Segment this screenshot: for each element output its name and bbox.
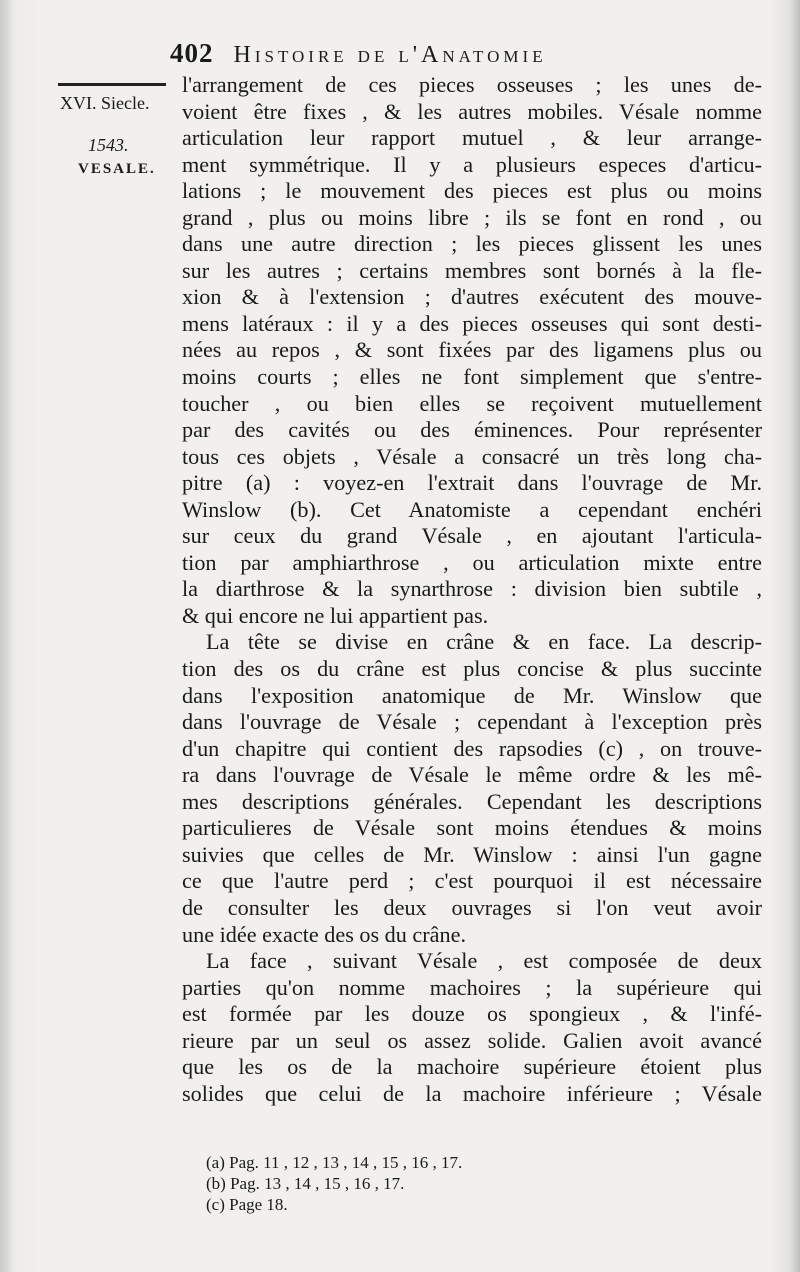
text-line: & qui encore ne lui appartient pas.: [182, 602, 489, 628]
text-line: ra dans l'ouvrage de Vésale le même ordre & les mê-: [182, 762, 762, 788]
margin-author: VESALE.: [78, 161, 156, 177]
text-line: toucher , ou bien elles se reçoivent mutuellement: [182, 390, 762, 416]
margin-year: 1543.: [88, 135, 129, 155]
text-line: la diarthrose & la synarthrose : division bien subtile ,: [182, 576, 762, 602]
text-line: particulieres de Vésale sont moins étendues & moins: [182, 815, 762, 841]
text-line: sur les autres ; certains membres sont bornés à la fle-: [182, 257, 762, 283]
text-line: nées au repos , & sont fixées par des ligamens plus ou: [182, 337, 762, 363]
text-line: tion par amphiarthrose , ou articulation mixte entre: [182, 549, 762, 575]
margin-century: XVI. Siecle.: [60, 93, 150, 113]
text-line: voient être fixes , & les autres mobiles. Vésale nomme: [182, 98, 762, 124]
text-line: pitre (a) : voyez-en l'extrait dans l'ouvrage de Mr.: [182, 470, 762, 496]
text-line: moins courts ; elles ne font simplement que s'entre-: [182, 364, 762, 390]
text-line: articulation leur rapport mutuel , & leur arrange-: [182, 125, 762, 151]
text-line: est formée par les douze os spongieux , & l'infé-: [182, 1001, 762, 1027]
text-line: suivies que celles de Mr. Winslow : ainsi l'un gagne: [182, 841, 762, 867]
text-line: dans une autre direction ; les pieces glissent les unes: [182, 231, 762, 257]
text-line: La face , suivant Vésale , est composée de deux: [206, 948, 762, 974]
header-rule: [58, 83, 166, 86]
text-line: ment symmétrique. Il y a plusieurs especes d'articu-: [182, 151, 762, 177]
paragraph-3: [182, 948, 762, 1107]
paragraph-1: [182, 72, 762, 629]
footnote-c: (c) Page 18.: [206, 1195, 288, 1214]
text-line: Winslow (b). Cet Anatomiste a cependant enchéri: [182, 496, 762, 522]
text-line: de consulter les deux ouvrages si l'on veut avoir: [182, 894, 762, 920]
text-line: mes descriptions générales. Cependant les descriptions: [182, 788, 762, 814]
text-line: l'arrangement de ces pieces osseuses ; les unes de-: [182, 72, 762, 97]
text-line: rieure par un seul os assez solide. Galien avoit avancé: [182, 1027, 762, 1053]
text-line: solides que celui de la machoire inférieure ; Vésale: [182, 1080, 762, 1106]
text-line: tous ces objets , Vésale a consacré un très long cha-: [182, 443, 762, 469]
text-line: une idée exacte des os du crâne.: [182, 921, 466, 947]
footnote-b: (b) Pag. 13 , 14 , 15 , 16 , 17.: [206, 1174, 405, 1193]
text-line: sur ceux du grand Vésale , en ajoutant l'articula-: [182, 523, 762, 549]
text-line: dans l'ouvrage de Vésale ; cependant à l'exception près: [182, 709, 762, 735]
text-line: tion des os du crâne est plus concise & plus succinte: [182, 656, 762, 682]
footnotes: [206, 1152, 462, 1215]
text-line: dans l'exposition anatomique de Mr. Winslow que: [182, 682, 762, 708]
text-line: parties qu'on nomme machoires ; la supérieure qui: [182, 974, 762, 1000]
text-line: mens latéraux : il y a des pieces osseuses qui sont desti-: [182, 310, 762, 336]
body-text: [182, 72, 762, 1107]
running-title: Histoire de l'Anatomie: [233, 42, 547, 68]
text-line: lations ; le mouvement des pieces est plus ou moins: [182, 178, 762, 204]
text-line: par des cavités ou des éminences. Pour représenter: [182, 417, 762, 443]
text-line: d'un chapitre qui contient des rapsodies (c) , on trouve-: [182, 735, 762, 761]
paragraph-2: [182, 629, 762, 948]
text-line: grand , plus ou moins libre ; ils se font en rond , ou: [182, 204, 762, 230]
text-line: que les os de la machoire supérieure étoient plus: [182, 1054, 762, 1080]
text-line: xion & à l'extension ; d'autres exécutent des mouve-: [182, 284, 762, 310]
text-line: ce que l'autre perd ; c'est pourquoi il est nécessaire: [182, 868, 762, 894]
text-line: La tête se divise en crâne & en face. La descrip-: [206, 629, 762, 655]
page-number: 402: [170, 38, 214, 68]
footnote-a: (a) Pag. 11 , 12 , 13 , 14 , 15 , 16 , 17.: [206, 1153, 463, 1172]
